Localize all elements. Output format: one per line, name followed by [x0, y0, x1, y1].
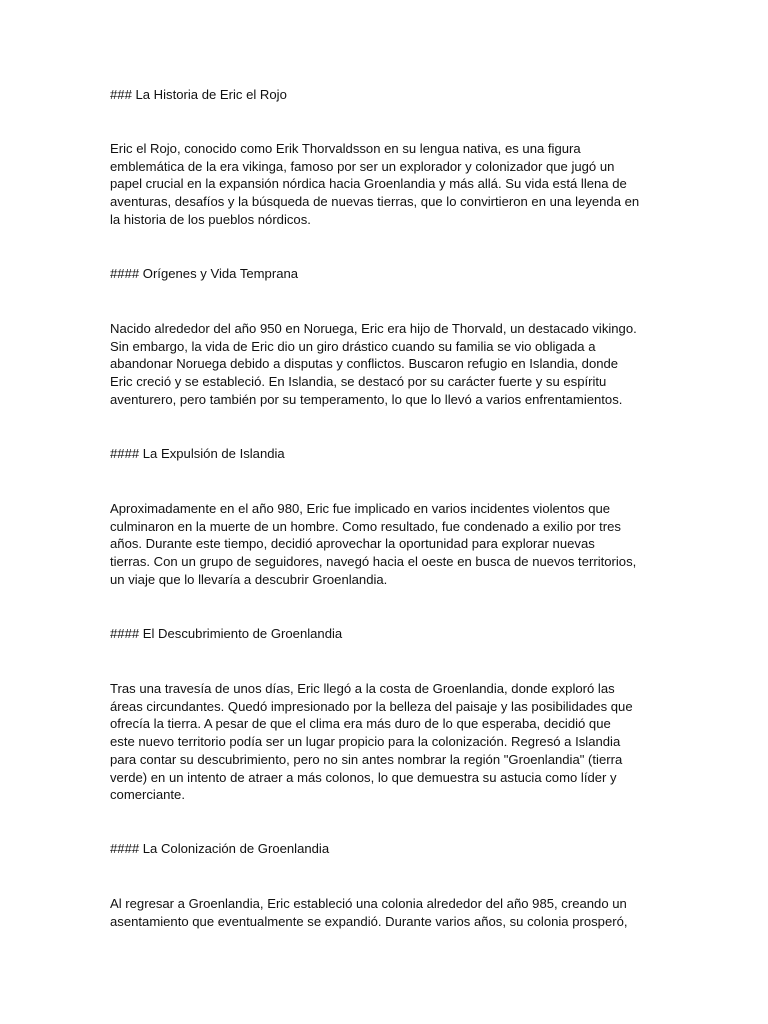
intro-paragraph: Eric el Rojo, conocido como Erik Thorvaldsson en su lengua nativa, es una figura emblemática de la era vikinga, famoso por ser un explorador y colonizador que jugó un papel crucial en la expansión nórdica hacia Groenlandia y más allá. Su vida está llena de aventuras, desafíos y la búsqueda de nuevas tierras, que lo convirtieron en una leyenda en la historia de los pueblos nórdicos. [110, 141, 640, 227]
section-body-expulsion: Aproximadamente en el año 980, Eric fue implicado en varios incidentes violentos que culminaron en la muerte de un hombre. Como resultado, fue condenado a exilio por tres años. Durante este tiempo, decidió aprovechar la oportunidad para explorar nuevas tierras. Con un grupo de seguidores, navegó hacia el oeste en busca de nuevos territorios, un viaje que lo llevaría a descubrir Groenlandia. [110, 501, 637, 587]
document-title: ### La Historia de Eric el Rojo [110, 87, 287, 102]
section-body-discovery: Tras una travesía de unos días, Eric llegó a la costa de Groenlandia, donde exploró las áreas circundantes. Quedó impresionado por la belleza del paisaje y las posibilidades que ofrecía la tierra. A pesar de que el clima era más duro de lo que esperaba, decidió que este nuevo territorio podía ser un lugar propicio para la colonización. Regresó a Islandia para contar su descubrimiento, pero no sin antes nombrar la región "Groenlandia" (tierra verde) en un intento de atraer a más colonos, lo que demuestra su astucia como líder y comerciante. [110, 681, 633, 803]
section-heading-expulsion: #### La Expulsión de Islandia [110, 446, 285, 461]
section-body-colonization: Al regresar a Groenlandia, Eric estableció una colonia alrededor del año 985, creando un asentamiento que eventualmente se expandió. Durante varios años, su colonia prosperó, [110, 896, 628, 929]
section-body-origins: Nacido alrededor del año 950 en Noruega, Eric era hijo de Thorvald, un destacado vikingo. Sin embargo, la vida de Eric dio un giro drástico cuando su familia se vio obligada a abandonar Noruega debido a disputas y conflictos. Buscaron refugio en Islandia, donde Eric creció y se estableció. En Islandia, se destacó por su carácter fuerte y su espíritu aventurero, pero también por su temperamento, lo que lo llevó a varios enfrentamientos. [110, 321, 637, 407]
section-heading-colonization: #### La Colonización de Groenlandia [110, 841, 330, 856]
section-heading-discovery: #### El Descubrimiento de Groenlandia [110, 626, 343, 641]
section-heading-origins: #### Orígenes y Vida Temprana [110, 266, 299, 281]
